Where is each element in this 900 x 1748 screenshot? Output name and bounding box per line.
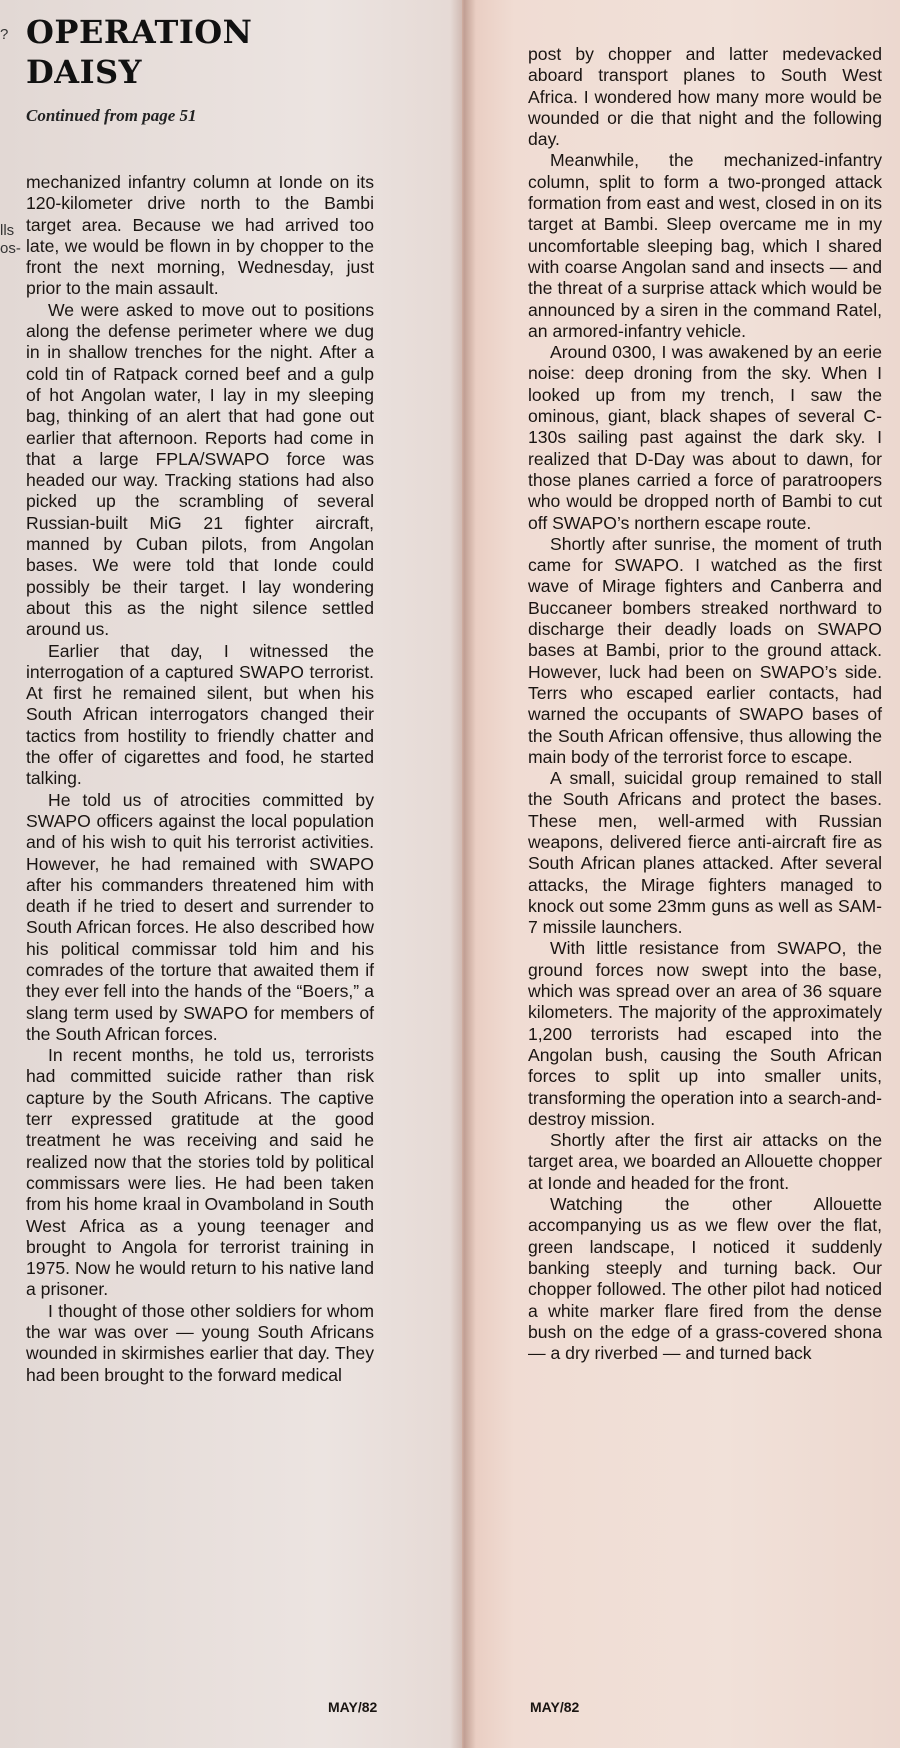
paragraph: Shortly after sunrise, the moment of truth came for SWAPO. I watched as the first wave of Mirage fighters and Canberra and Buccaneer bombers streaked northward to discharge their deadly loads on SWAPO bases at Bambi, prior to the ground attack. However, luck had been on SWAPO’s side. Terrs who escaped earlier contacts, had warned the occupants of SWAPO bases of the South African offensive, thus allowing the main body of the terrorist force to escape. <box>528 533 882 767</box>
margin-fragment: ? <box>0 26 9 43</box>
paragraph: Meanwhile, the mechanized-infantry column, split to form a two-pronged attack formation from east and west, closed in on its target at Bambi. Sleep overcame me in my uncomfortable sleeping bag, which I shared with coarse Angolan sand and insects — and the threat of a surprise attack which would be announced by a siren in the command Ratel, an armored-infantry vehicle. <box>528 150 882 341</box>
paragraph: Watching the other Allouette accompanying us as we flew over the flat, green landscape, I noticed it suddenly banking steeply and turning back. Our chopper followed. The other pilot had noticed a white marker flare fired from the dense bush on the edge of a grass-covered shona — a dry riverbed — and turned back <box>528 1194 882 1364</box>
title-line-1: OPERATION <box>26 13 253 51</box>
article-title <box>26 12 252 92</box>
margin-fragment: os- <box>0 240 21 257</box>
title-line-2: DAISY <box>26 53 142 91</box>
right-column <box>528 44 882 1364</box>
continued-note: Continued from page 51 <box>26 106 197 125</box>
paragraph: post by chopper and latter medevacked aboard transport planes to South West Africa. I wondered how many more would be wounded or die that night and the following day. <box>528 44 882 150</box>
paragraph: I thought of those other soldiers for whom the war was over — young South Africans wounded in skirmishes earlier that day. They had been brought to the forward medical <box>26 1300 374 1385</box>
paragraph: We were asked to move out to positions along the defense perimeter where we dug in in shallow trenches for the night. After a cold tin of Ratpack corned beef and a gulp of hot Angolan water, I lay in my sleeping bag, thinking of an alert that had gone out earlier that afternoon. Reports had come in that a large FPLA/SWAPO force was headed our way. Tracking stations had also picked up the scrambling of several Russian-built MiG 21 fighter aircraft, manned by Cuban pilots, from Angolan bases. We were told that Ionde could possibly be their target. I lay wondering about this as the night silence settled around us. <box>26 299 374 640</box>
paragraph: mechanized infantry column at Ionde on its 120-kilometer drive north to the Bambi target area. Because we had arrived too late, we would be flown in by chopper to the front the next morning, Wednesday, just prior to the main assault. <box>26 172 374 299</box>
page-footer-left: MAY/82 <box>328 1699 378 1715</box>
paragraph: A small, suicidal group remained to stall the South Africans and protect the bases. These men, well-armed with Russian weapons, delivered fierce anti-aircraft fire as South African planes attacked. After several attacks, the Mirage fighters managed to knock out some 23mm guns as well as SAM-7 missile launchers. <box>528 768 882 938</box>
paragraph: He told us of atrocities committed by SWAPO officers against the local population and of his wish to quit his terrorist activities. However, he had remained with SWAPO after his commanders threatened him with death if he tried to desert and surrender to South African forces. He also described how his political commissar told him and his comrades of the torture that awaited them if they ever fell into the hands of the “Boers,” a slang term used by SWAPO for members of the South African forces. <box>26 789 374 1044</box>
paragraph: Shortly after the first air attacks on the target area, we boarded an Allouette chopper at Ionde and headed for the front. <box>528 1130 882 1193</box>
left-column <box>26 172 374 1386</box>
paragraph: Around 0300, I was awakened by an eerie noise: deep droning from the sky. When I looked up from my trench, I saw the ominous, giant, black shapes of several C-130s sailing past against the dark sky. I realized that D-Day was about to dawn, for those planes carried a force of paratroopers who would be dropped north of Bambi to cut off SWAPO’s northern escape route. <box>528 342 882 533</box>
page-footer-right: MAY/82 <box>530 1699 580 1715</box>
paragraph: With little resistance from SWAPO, the ground forces now swept into the base, which was spread over an area of 36 square kilometers. The majority of the approximately 1,200 terrorists had escaped into the Angolan bush, causing the South African forces to split up into smaller units, transforming the operation into a search-and-destroy mission. <box>528 938 882 1129</box>
paragraph: In recent months, he told us, terrorists had committed suicide rather than risk capture by the South Africans. The captive terr expressed gratitude at the good treatment he was receiving and said he realized now that the stories told by political commissars were lies. He had been taken from his home kraal in Ovamboland in South West Africa as a young teenager and brought to Angola for terrorist training in 1975. Now he would return to his native land a prisoner. <box>26 1045 374 1300</box>
right-page <box>462 0 900 1748</box>
paragraph: Earlier that day, I witnessed the interrogation of a captured SWAPO terrorist. At first he remained silent, but when his South African interrogators changed their tactics from hostility to friendly chatter and the offer of cigarettes and food, he started talking. <box>26 640 374 789</box>
margin-fragment: lls <box>0 222 15 239</box>
